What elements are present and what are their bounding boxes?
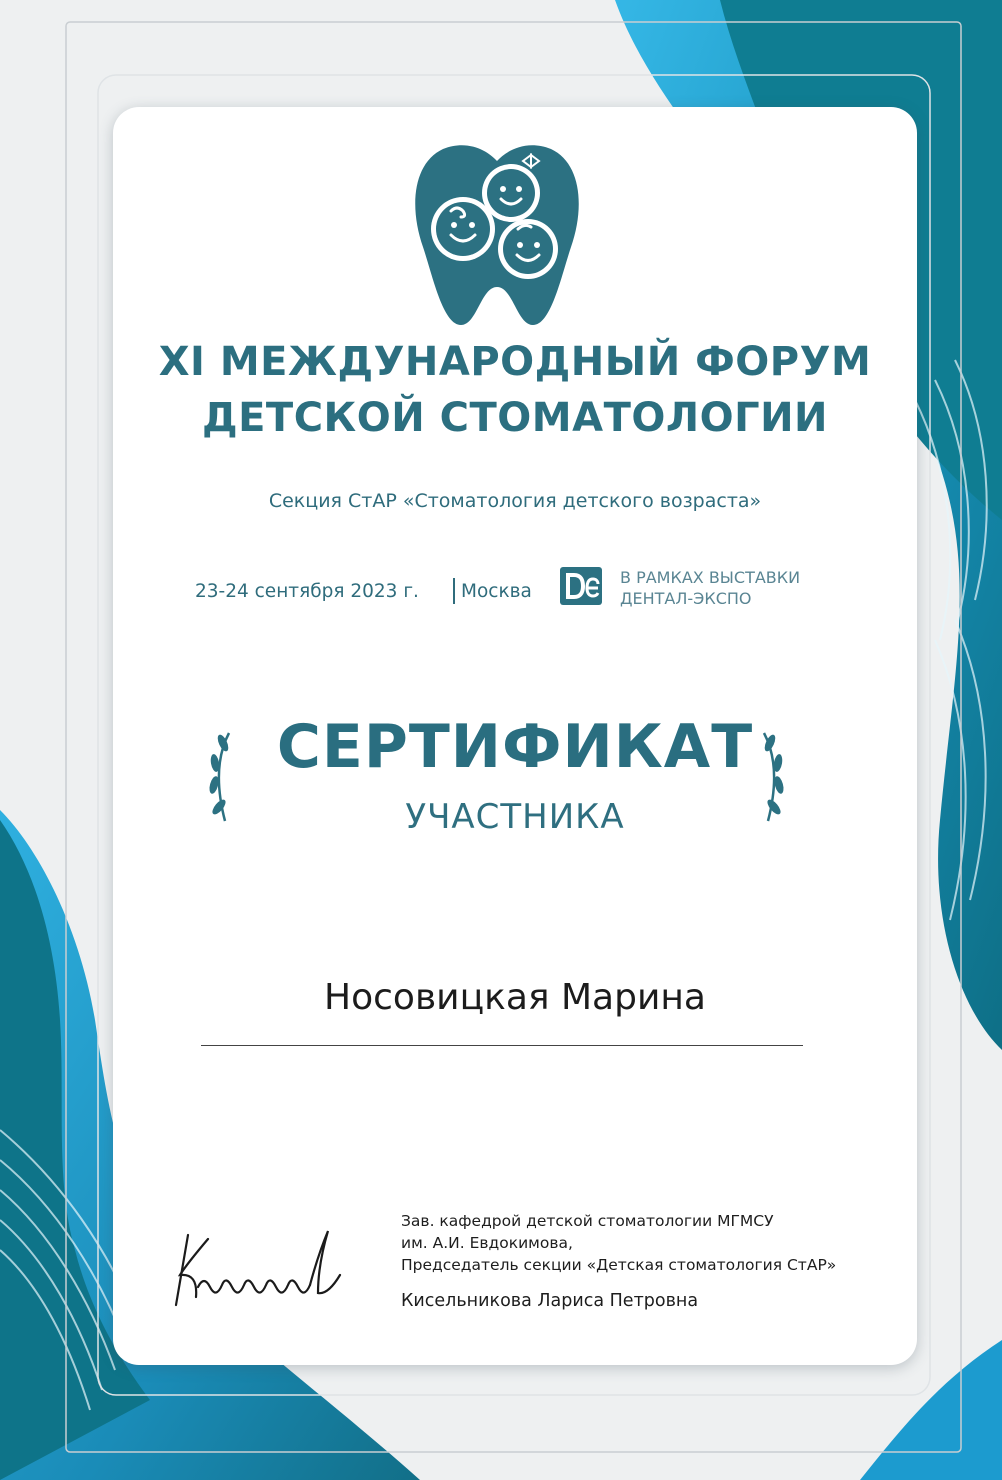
expo-caption-line1: В РАМКАХ ВЫСТАВКИ [620, 568, 801, 587]
certificate-subtitle: УЧАСТНИКА [405, 797, 625, 837]
certificate-card [113, 107, 917, 1365]
recipient-name: Носовицкая Марина [324, 977, 706, 1018]
name-underline [201, 1045, 803, 1046]
expo-caption [620, 567, 800, 609]
tooth-with-three-smiling-faces-logo [413, 137, 581, 327]
event-city: Москва [461, 581, 532, 602]
signatory-position-line2: им. А.И. Евдокимова, [401, 1234, 573, 1252]
signatory-name: Кисельникова Лариса Петровна [401, 1291, 699, 1311]
expo-caption-line2: ДЕНТАЛ-ЭКСПО [620, 589, 752, 608]
forum-title-line2: ДЕТСКОЙ СТОМАТОЛОГИИ [201, 395, 829, 441]
separator [453, 578, 455, 604]
dental-expo-de-logo [560, 567, 602, 605]
event-dates: 23-24 сентября 2023 г. [195, 581, 419, 602]
handwritten-signature [168, 1225, 368, 1315]
signatory-position-line3: Председатель секции «Детская стоматология СтАР» [401, 1256, 837, 1274]
signatory-position-line1: Зав. кафедрой детской стоматологии МГМСУ [401, 1212, 774, 1230]
signatory-position [401, 1210, 836, 1276]
certificate-title: СЕРТИФИКАТ [276, 712, 754, 782]
section-name: Секция СтАР «Стоматология детского возраста» [268, 490, 762, 512]
forum-title-line1: XI МЕЖДУНАРОДНЫЙ ФОРУМ [158, 339, 872, 385]
